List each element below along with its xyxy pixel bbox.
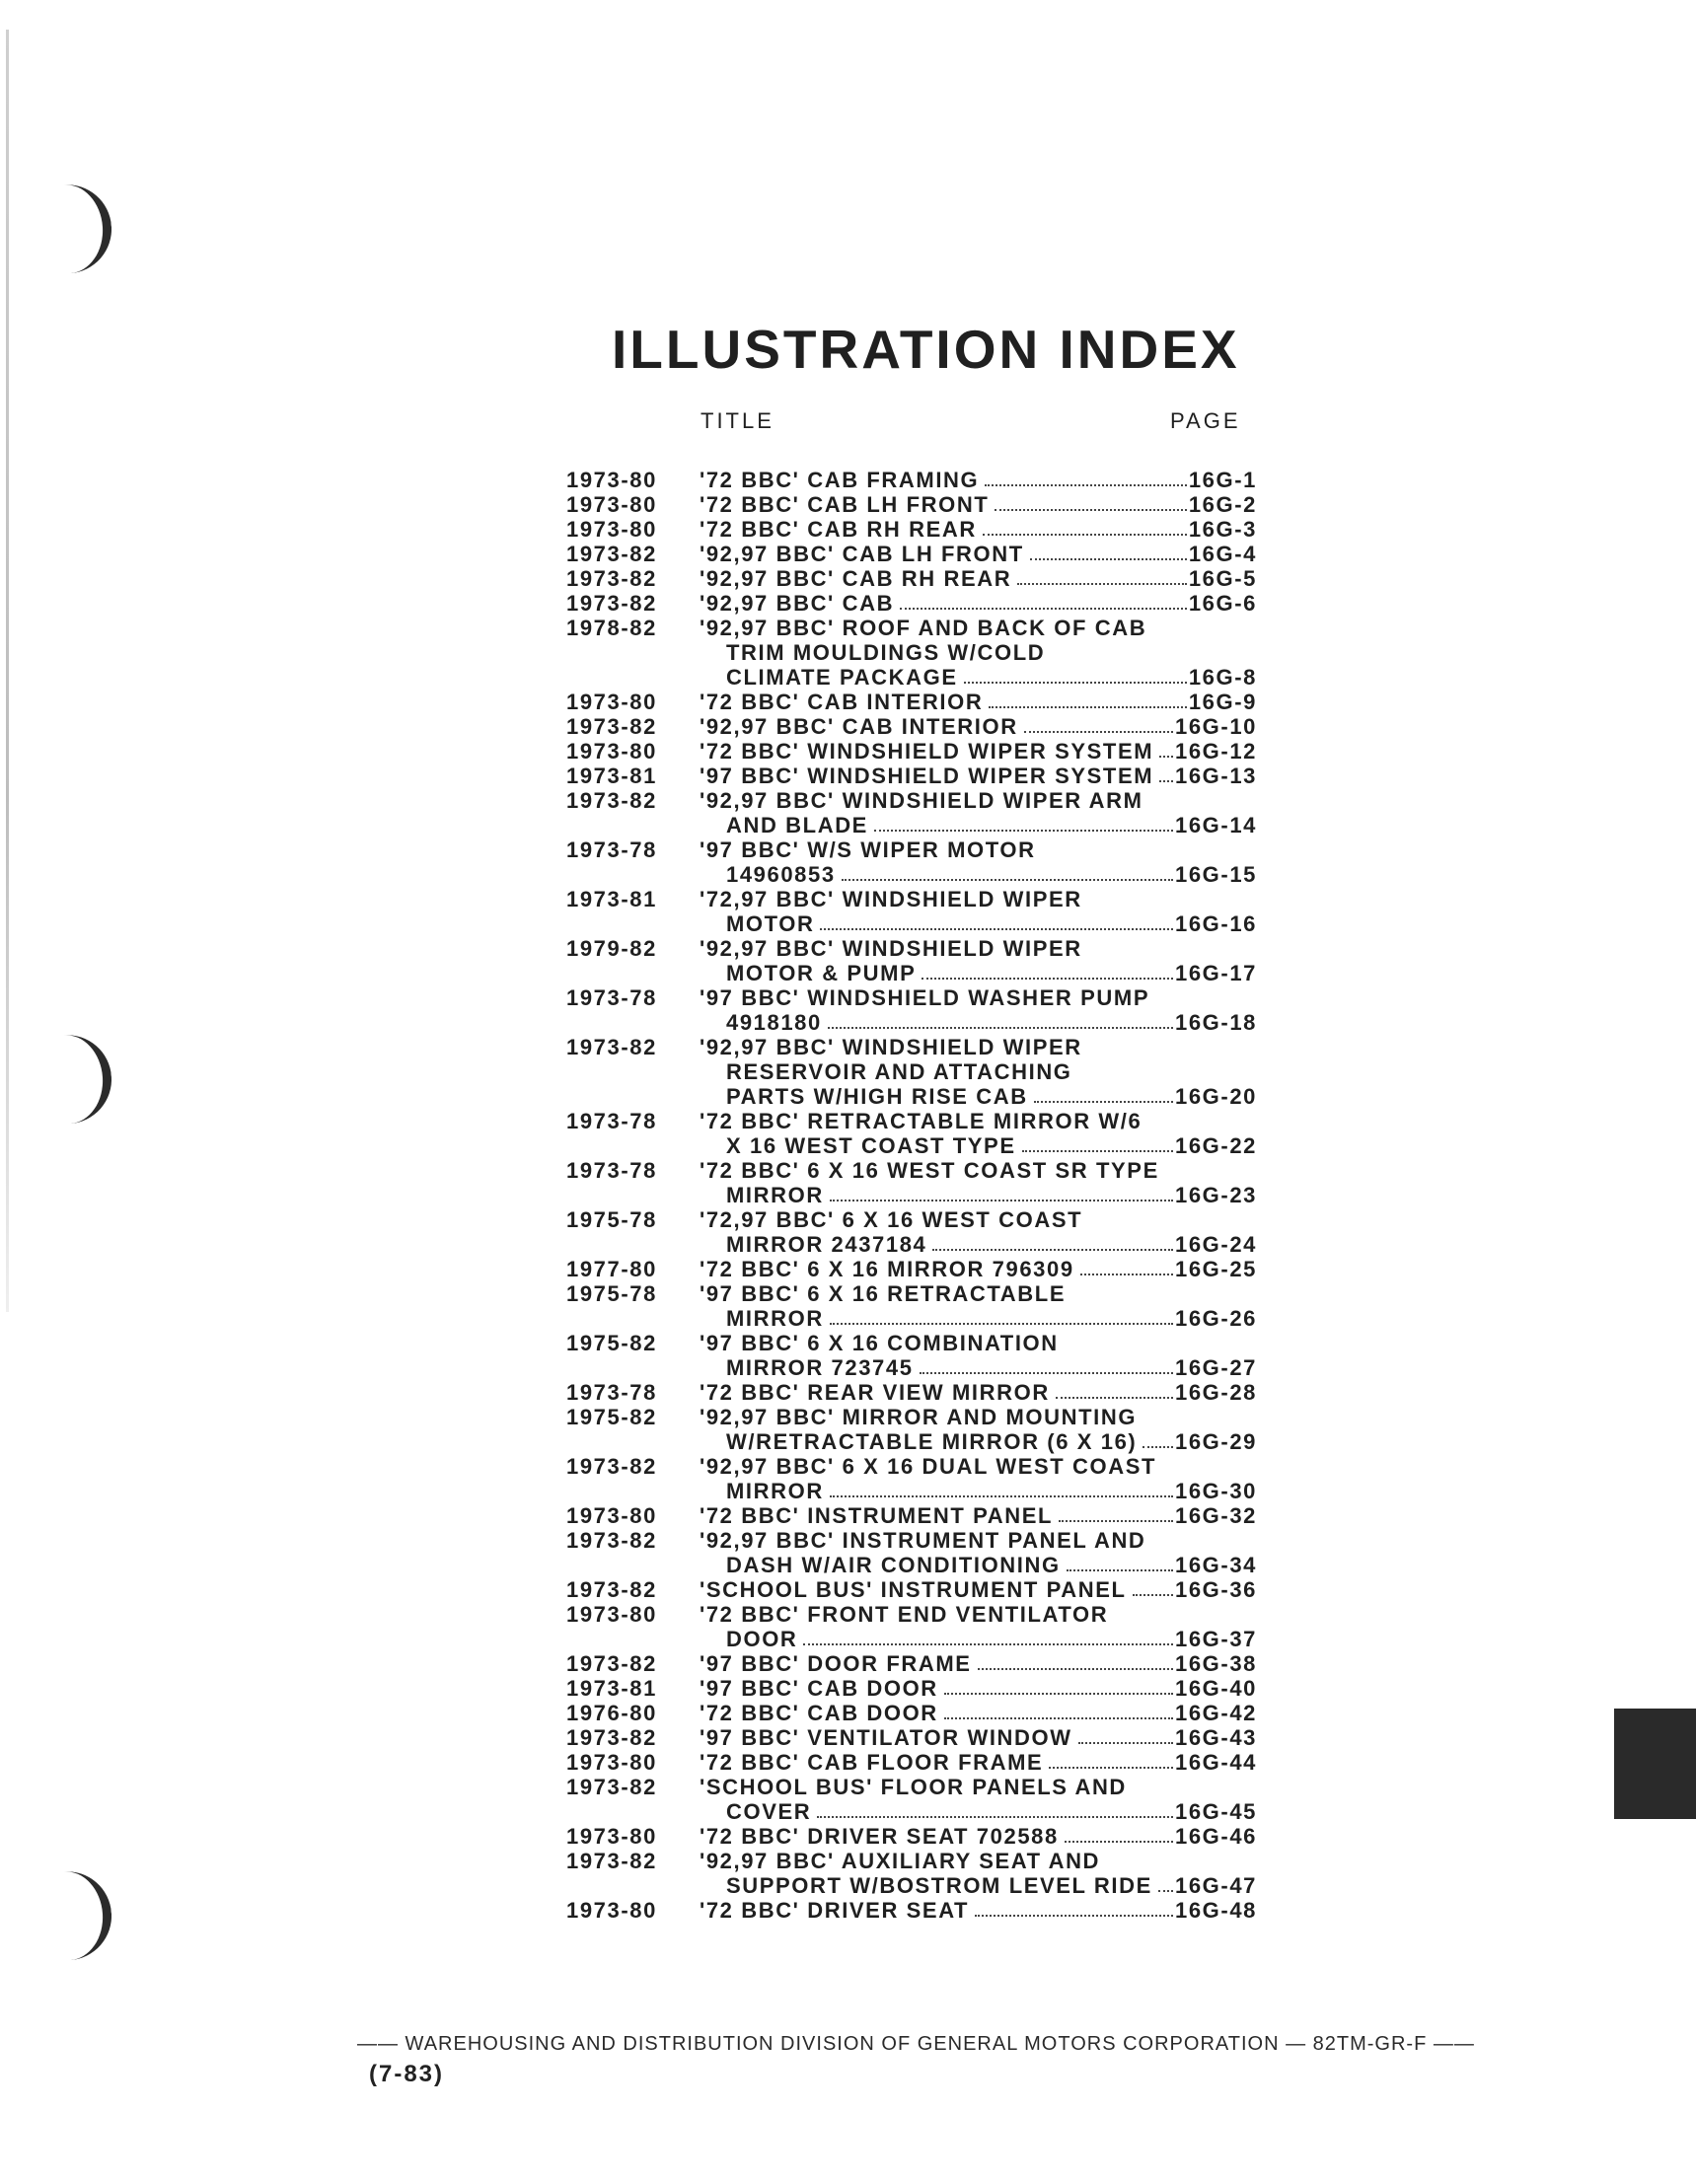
index-entry — [566, 566, 1257, 591]
entry-page: 16G-28 — [1175, 1380, 1257, 1405]
entry-title-line: '72 BBC' CAB FRAMING — [700, 468, 980, 492]
dot-leader — [817, 1799, 1173, 1818]
index-entry — [566, 714, 1257, 739]
entry-page: 16G-3 — [1188, 517, 1257, 542]
entry-years: 1973-82 — [566, 591, 657, 616]
entry-title-line: MOTOR & PUMP — [726, 961, 917, 985]
entry-page: 16G-46 — [1175, 1824, 1257, 1849]
dot-leader — [1159, 739, 1173, 758]
entry-years: 1973-78 — [566, 985, 657, 1010]
index-entry — [566, 1281, 1257, 1331]
entry-title-line: '72,97 BBC' 6 X 16 WEST COAST — [700, 1207, 1083, 1232]
index-entry — [566, 837, 1257, 887]
footer-text: —— WAREHOUSING AND DISTRIBUTION DIVISION OF GENERAL MOTORS CORPORATION — 82TM-GR-F —— — [357, 2033, 1475, 2055]
index-entry — [566, 1725, 1257, 1750]
entry-years: 1973-80 — [566, 739, 657, 764]
index-entry — [566, 468, 1257, 492]
entry-title-line: '72 BBC' WINDSHIELD WIPER SYSTEM — [700, 739, 1154, 764]
dot-leader — [964, 665, 1187, 684]
entry-years: 1973-82 — [566, 1035, 657, 1059]
index-entry — [566, 1701, 1257, 1725]
entry-title-line: '72 BBC' 6 X 16 MIRROR 796309 — [700, 1257, 1074, 1281]
entry-page: 16G-12 — [1175, 739, 1257, 764]
index-entry — [566, 788, 1257, 837]
binder-hole-middle — [54, 1032, 114, 1125]
entry-title-line: '72 BBC' 6 X 16 WEST COAST SR TYPE — [700, 1158, 1159, 1183]
index-entry — [566, 1158, 1257, 1207]
dot-leader — [1030, 542, 1187, 560]
entry-years: 1975-82 — [566, 1331, 657, 1355]
dot-leader — [920, 1355, 1173, 1374]
dot-leader — [1067, 1553, 1173, 1571]
entry-page: 16G-13 — [1175, 764, 1257, 788]
index-entry — [566, 985, 1257, 1035]
index-entry — [566, 690, 1257, 714]
dot-leader — [803, 1627, 1173, 1645]
dot-leader — [900, 591, 1187, 610]
index-entry — [566, 1503, 1257, 1528]
entry-years: 1973-80 — [566, 1503, 657, 1528]
dot-leader — [830, 1479, 1173, 1497]
entry-title-line: '97 BBC' WINDSHIELD WASHER PUMP — [700, 985, 1150, 1010]
dot-leader — [995, 492, 1186, 511]
entry-title-line: X 16 WEST COAST TYPE — [726, 1133, 1016, 1158]
entry-years: 1973-80 — [566, 1824, 657, 1849]
index-entry — [566, 1207, 1257, 1257]
entry-title-line: '72 BBC' CAB RH REAR — [700, 517, 977, 542]
binder-hole-top — [54, 182, 114, 274]
entry-years: 1973-81 — [566, 764, 657, 788]
index-entry — [566, 1380, 1257, 1405]
index-entry — [566, 936, 1257, 985]
dot-leader — [1078, 1725, 1173, 1744]
dot-leader — [1065, 1824, 1173, 1843]
index-entry — [566, 1257, 1257, 1281]
entry-title-line: '72 BBC' REAR VIEW MIRROR — [700, 1380, 1050, 1405]
entry-years: 1973-80 — [566, 517, 657, 542]
dot-leader — [1024, 714, 1173, 733]
index-entry — [566, 1849, 1257, 1898]
entry-page: 16G-10 — [1175, 714, 1257, 739]
entry-years: 1979-82 — [566, 936, 657, 961]
entry-title-line: '72 BBC' CAB DOOR — [700, 1701, 938, 1725]
entry-page: 16G-2 — [1188, 492, 1257, 517]
section-tab-marker — [1614, 1709, 1696, 1819]
entry-title-line: MIRROR 723745 — [726, 1355, 914, 1380]
dot-leader — [1080, 1257, 1173, 1275]
index-entry — [566, 492, 1257, 517]
dot-leader — [922, 961, 1173, 980]
index-entry — [566, 739, 1257, 764]
index-entry — [566, 1454, 1257, 1503]
entry-page: 16G-6 — [1188, 591, 1257, 616]
entry-page: 16G-29 — [1175, 1429, 1257, 1454]
entry-title-line: '97 BBC' W/S WIPER MOTOR — [700, 837, 1036, 862]
entry-page: 16G-40 — [1175, 1676, 1257, 1701]
entry-title-line: TRIM MOULDINGS W/COLD — [726, 640, 1046, 665]
entry-page: 16G-47 — [1175, 1873, 1257, 1898]
dot-leader — [983, 517, 1187, 536]
entry-title-line: 14960853 — [726, 862, 836, 887]
index-entry — [566, 1750, 1257, 1775]
entry-title-line: MIRROR — [726, 1479, 824, 1503]
entry-title-line: '92,97 BBC' WINDSHIELD WIPER — [700, 1035, 1082, 1059]
entry-years: 1973-78 — [566, 1158, 657, 1183]
index-entry — [566, 1676, 1257, 1701]
entry-years: 1973-82 — [566, 542, 657, 566]
dot-leader — [842, 862, 1173, 881]
entry-years: 1973-82 — [566, 788, 657, 813]
entry-title-line: '97 BBC' 6 X 16 COMBINATION — [700, 1331, 1059, 1355]
entry-page: 16G-23 — [1175, 1183, 1257, 1207]
entry-title-line: DOOR — [726, 1627, 798, 1651]
entry-title-line: '72 BBC' INSTRUMENT PANEL — [700, 1503, 1054, 1528]
dot-leader — [978, 1651, 1173, 1670]
index-entry — [566, 1331, 1257, 1380]
entry-page: 16G-36 — [1175, 1577, 1257, 1602]
dot-leader — [1049, 1750, 1173, 1769]
entry-years: 1973-80 — [566, 1750, 657, 1775]
entry-title-line: '72 BBC' RETRACTABLE MIRROR W/6 — [700, 1109, 1143, 1133]
index-list — [566, 468, 1257, 1923]
entry-title-line: 4918180 — [726, 1010, 822, 1035]
entry-title-line: CLIMATE PACKAGE — [726, 665, 958, 690]
dot-leader — [830, 1306, 1173, 1325]
entry-years: 1977-80 — [566, 1257, 657, 1281]
entry-title-line: '72 BBC' CAB INTERIOR — [700, 690, 984, 714]
entry-title-line: '97 BBC' 6 X 16 RETRACTABLE — [700, 1281, 1067, 1306]
index-entry — [566, 1035, 1257, 1109]
entry-page: 16G-16 — [1175, 911, 1257, 936]
entry-years: 1973-78 — [566, 1380, 657, 1405]
entry-title-line: AND BLADE — [726, 813, 868, 837]
entry-title-line: '92,97 BBC' CAB INTERIOR — [700, 714, 1018, 739]
entry-page: 16G-4 — [1188, 542, 1257, 566]
entry-page: 16G-18 — [1175, 1010, 1257, 1035]
entry-title-line: '72 BBC' DRIVER SEAT — [700, 1898, 970, 1923]
entry-title-line: '92,97 BBC' WINDSHIELD WIPER ARM — [700, 788, 1143, 813]
revision-date: (7-83) — [369, 2061, 445, 2087]
entry-years: 1973-82 — [566, 1725, 657, 1750]
dot-leader — [1022, 1133, 1173, 1152]
entry-years: 1973-82 — [566, 1454, 657, 1479]
entry-page: 16G-5 — [1188, 566, 1257, 591]
entry-years: 1975-78 — [566, 1281, 657, 1306]
index-entry — [566, 1898, 1257, 1923]
entry-page: 16G-42 — [1175, 1701, 1257, 1725]
entry-page: 16G-27 — [1175, 1355, 1257, 1380]
entry-title-line: '97 BBC' DOOR FRAME — [700, 1651, 972, 1676]
entry-title-line: DASH W/AIR CONDITIONING — [726, 1553, 1061, 1577]
entry-title-line: MIRROR 2437184 — [726, 1232, 927, 1257]
column-header-title: TITLE — [701, 408, 774, 433]
dot-leader — [989, 690, 1187, 708]
entry-page: 16G-9 — [1188, 690, 1257, 714]
entry-title-line: '97 BBC' WINDSHIELD WIPER SYSTEM — [700, 764, 1154, 788]
index-entry — [566, 1528, 1257, 1577]
entry-years: 1973-82 — [566, 1775, 657, 1799]
entry-page: 16G-8 — [1188, 665, 1257, 690]
dot-leader — [1017, 566, 1187, 585]
entry-years: 1973-80 — [566, 1898, 657, 1923]
entry-title-line: PARTS W/HIGH RISE CAB — [726, 1084, 1028, 1109]
binder-hole-bottom — [54, 1868, 114, 1961]
entry-title-line: MIRROR — [726, 1306, 824, 1331]
entry-years: 1973-82 — [566, 1849, 657, 1873]
entry-title-line: '92,97 BBC' CAB RH REAR — [700, 566, 1012, 591]
entry-page: 16G-30 — [1175, 1479, 1257, 1503]
entry-title-line: '72 BBC' CAB FLOOR FRAME — [700, 1750, 1044, 1775]
entry-page: 16G-32 — [1175, 1503, 1257, 1528]
entry-years: 1973-82 — [566, 1651, 657, 1676]
entry-years: 1978-82 — [566, 616, 657, 640]
entry-page: 16G-22 — [1175, 1133, 1257, 1158]
entry-title-line: '72 BBC' DRIVER SEAT 702588 — [700, 1824, 1059, 1849]
index-entry — [566, 1109, 1257, 1158]
entry-title-line: '92,97 BBC' AUXILIARY SEAT AND — [700, 1849, 1101, 1873]
entry-page: 16G-43 — [1175, 1725, 1257, 1750]
entry-years: 1973-82 — [566, 714, 657, 739]
entry-page: 16G-17 — [1175, 961, 1257, 985]
index-entry — [566, 616, 1257, 690]
index-entry — [566, 1405, 1257, 1454]
entry-title-line: 'SCHOOL BUS' INSTRUMENT PANEL — [700, 1577, 1127, 1602]
entry-title-line: SUPPORT W/BOSTROM LEVEL RIDE — [726, 1873, 1152, 1898]
entry-title-line: '92,97 BBC' INSTRUMENT PANEL AND — [700, 1528, 1146, 1553]
entry-years: 1976-80 — [566, 1701, 657, 1725]
entry-years: 1973-80 — [566, 690, 657, 714]
entry-page: 16G-25 — [1175, 1257, 1257, 1281]
entry-page: 16G-34 — [1175, 1553, 1257, 1577]
index-entry — [566, 1824, 1257, 1849]
entry-years: 1973-81 — [566, 1676, 657, 1701]
entry-title-line: '92,97 BBC' CAB — [700, 591, 895, 616]
dot-leader — [944, 1701, 1173, 1719]
entry-title-line: MOTOR — [726, 911, 815, 936]
entry-page: 16G-20 — [1175, 1084, 1257, 1109]
entry-title-line: '97 BBC' VENTILATOR WINDOW — [700, 1725, 1072, 1750]
dot-leader — [820, 911, 1173, 930]
index-entry — [566, 764, 1257, 788]
entry-years: 1975-78 — [566, 1207, 657, 1232]
entry-page: 16G-14 — [1175, 813, 1257, 837]
entry-title-line: RESERVOIR AND ATTACHING — [726, 1059, 1072, 1084]
index-entry — [566, 542, 1257, 566]
dot-leader — [985, 468, 1187, 486]
entry-title-line: '92,97 BBC' WINDSHIELD WIPER — [700, 936, 1082, 961]
page-title: ILLUSTRATION INDEX — [612, 319, 1240, 380]
entry-years: 1973-82 — [566, 566, 657, 591]
index-entry — [566, 1577, 1257, 1602]
entry-years: 1973-82 — [566, 1577, 657, 1602]
entry-page: 16G-1 — [1188, 468, 1257, 492]
entry-title-line: W/RETRACTABLE MIRROR (6 X 16) — [726, 1429, 1138, 1454]
dot-leader — [1059, 1503, 1173, 1522]
dot-leader — [1056, 1380, 1173, 1399]
dot-leader — [1133, 1577, 1174, 1596]
dot-leader — [932, 1232, 1173, 1251]
dot-leader — [874, 813, 1173, 832]
entry-years: 1975-82 — [566, 1405, 657, 1429]
index-entry — [566, 1775, 1257, 1824]
entry-title-line: 'SCHOOL BUS' FLOOR PANELS AND — [700, 1775, 1127, 1799]
dot-leader — [1034, 1084, 1173, 1103]
entry-title-line: '92,97 BBC' ROOF AND BACK OF CAB — [700, 616, 1147, 640]
entry-years: 1973-78 — [566, 1109, 657, 1133]
column-header-page: PAGE — [1170, 408, 1241, 433]
entry-title-line: COVER — [726, 1799, 812, 1824]
entry-page: 16G-48 — [1175, 1898, 1257, 1923]
entry-page: 16G-15 — [1175, 862, 1257, 887]
index-entry — [566, 1651, 1257, 1676]
dot-leader — [1158, 1873, 1173, 1892]
entry-title-line: '72 BBC' FRONT END VENTILATOR — [700, 1602, 1109, 1627]
entry-title-line: '72 BBC' CAB LH FRONT — [700, 492, 990, 517]
dot-leader — [944, 1676, 1173, 1695]
entry-page: 16G-26 — [1175, 1306, 1257, 1331]
index-entry — [566, 591, 1257, 616]
entry-title-line: '97 BBC' CAB DOOR — [700, 1676, 938, 1701]
entry-page: 16G-44 — [1175, 1750, 1257, 1775]
dot-leader — [1143, 1429, 1173, 1448]
entry-page: 16G-38 — [1175, 1651, 1257, 1676]
dot-leader — [1159, 764, 1173, 782]
entry-title-line: '92,97 BBC' 6 X 16 DUAL WEST COAST — [700, 1454, 1157, 1479]
entry-page: 16G-45 — [1175, 1799, 1257, 1824]
entry-title-line: '92,97 BBC' MIRROR AND MOUNTING — [700, 1405, 1138, 1429]
entry-years: 1973-82 — [566, 1528, 657, 1553]
entry-title-line: MIRROR — [726, 1183, 824, 1207]
index-entry — [566, 1602, 1257, 1651]
binder-edge — [6, 30, 9, 1312]
dot-leader — [975, 1898, 1173, 1917]
entry-title-line: '72,97 BBC' WINDSHIELD WIPER — [700, 887, 1082, 911]
index-entry — [566, 887, 1257, 936]
entry-page: 16G-37 — [1175, 1627, 1257, 1651]
dot-leader — [828, 1010, 1173, 1029]
entry-page: 16G-24 — [1175, 1232, 1257, 1257]
entry-years: 1973-80 — [566, 468, 657, 492]
index-entry — [566, 517, 1257, 542]
entry-title-line: '92,97 BBC' CAB LH FRONT — [700, 542, 1024, 566]
dot-leader — [830, 1183, 1173, 1201]
entry-years: 1973-81 — [566, 887, 657, 911]
entry-years: 1973-78 — [566, 837, 657, 862]
entry-years: 1973-80 — [566, 492, 657, 517]
entry-years: 1973-80 — [566, 1602, 657, 1627]
